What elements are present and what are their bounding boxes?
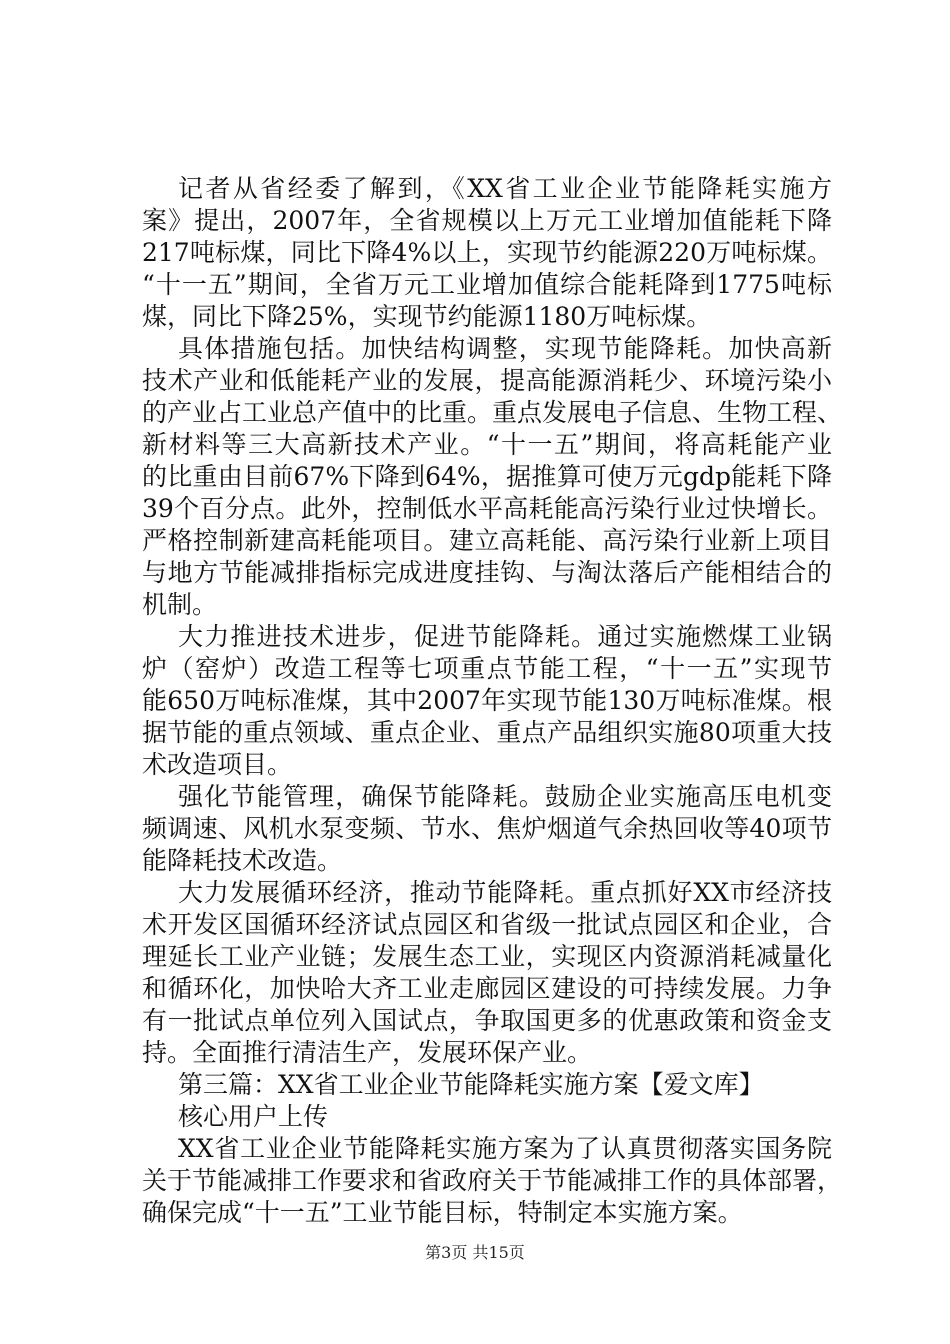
text-line: 术改造项目。: [142, 750, 293, 779]
uploader-note: [142, 1101, 832, 1133]
text-line: 和循环化，加快哈大齐工业走廊园区建设的可持续发展。力争: [142, 974, 832, 1003]
paragraph-technology: [142, 621, 832, 781]
text-line: 具体措施包括。加快结构调整，实现节能降耗。加快高新: [178, 334, 832, 363]
text-line: 确保完成“十一五”工业节能目标，特制定本实施方案。: [142, 1198, 743, 1227]
paragraph-circular-economy: [142, 877, 832, 1069]
text-line: 大力发展循环经济，推动节能降耗。重点抓好XX市经济技: [178, 878, 832, 907]
paragraph-measures: [142, 333, 843, 621]
document-body: [142, 173, 843, 1229]
text-line: 第三篇：XX省工业企业节能降耗实施方案【爱文库】: [178, 1070, 764, 1099]
text-line: 持。全面推行清洁生产，发展环保产业。: [142, 1038, 593, 1067]
paragraph-targets: [142, 173, 832, 333]
section-heading: [142, 1069, 832, 1101]
text-line: 严格控制新建高耗能项目。建立高耗能、高污染行业新上项目: [142, 526, 832, 555]
text-line: 案》提出，2007年，全省规模以上万元工业增加值能耗下降: [142, 206, 832, 235]
paragraph-management: [142, 781, 832, 877]
text-line: 强化节能管理，确保节能降耗。鼓励企业实施高压电机变: [178, 782, 832, 811]
text-line: 能650万吨标准煤，其中2007年实现节能130万吨标准煤。根: [142, 686, 832, 715]
text-line: 大力推进技术进步，促进节能降耗。通过实施燃煤工业锅: [178, 622, 832, 651]
text-line: 记者从省经委了解到，《XX省工业企业节能降耗实施方: [178, 174, 832, 203]
text-line: 机制。: [142, 590, 218, 619]
text-line: 理延长工业产业链；发展生态工业，实现区内资源消耗减量化: [142, 942, 832, 971]
text-line: 煤，同比下降25%，实现节约能源1180万吨标煤。: [142, 302, 712, 331]
text-line: 关于节能减排工作要求和省政府关于节能减排工作的具体部署，: [142, 1166, 843, 1195]
text-line: “十一五”期间，全省万元工业增加值综合能耗降到1775吨标: [142, 270, 832, 299]
text-line: 据节能的重点领域、重点企业、重点产品组织实施80项重大技: [142, 718, 832, 747]
text-line: 炉（窑炉）改造工程等七项重点节能工程，“十一五”实现节: [142, 654, 832, 683]
text-line: 与地方节能减排指标完成进度挂钩、与淘汰落后产能相结合的: [142, 558, 832, 587]
text-line: 39个百分点。此外，控制低水平高耗能高污染行业过快增长。: [142, 494, 832, 523]
text-line: 术开发区国循环经济试点园区和省级一批试点园区和企业，合: [142, 910, 832, 939]
text-line: 核心用户上传: [178, 1102, 329, 1131]
text-line: 技术产业和低能耗产业的发展，提高能源消耗少、环境污染小: [142, 366, 832, 395]
text-line: 能降耗技术改造。: [142, 846, 343, 875]
text-line: 的产业占工业总产值中的比重。重点发展电子信息、生物工程、: [142, 398, 843, 427]
page-number-footer: 第3页 共15页: [425, 1243, 525, 1262]
text-line: 新材料等三大高新技术产业。“十一五”期间，将高耗能产业: [142, 430, 832, 459]
text-line: 217吨标煤，同比下降4%以上，实现节约能源220万吨标煤。: [142, 238, 832, 267]
paragraph-intro: [142, 1133, 843, 1229]
text-line: 的比重由目前67%下降到64%，据推算可使万元gdp能耗下降: [142, 462, 832, 491]
text-line: 有一批试点单位列入国试点，争取国更多的优惠政策和资金支: [142, 1006, 832, 1035]
text-line: XX省工业企业节能降耗实施方案为了认真贯彻落实国务院: [178, 1134, 832, 1163]
text-line: 频调速、风机水泵变频、节水、焦炉烟道气余热回收等40项节: [142, 814, 832, 843]
